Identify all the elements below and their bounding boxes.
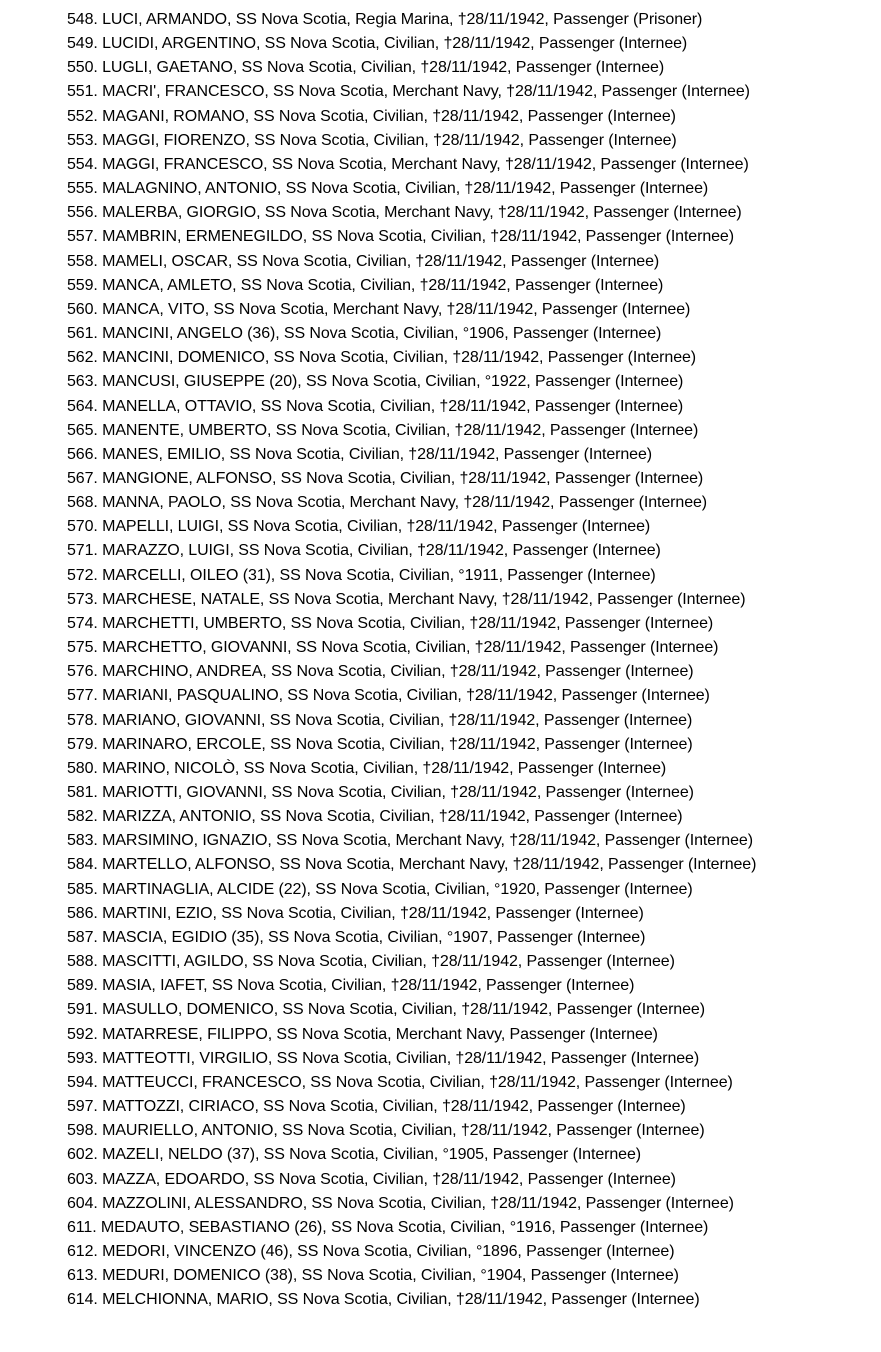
list-item: 556. MALERBA, GIORGIO, SS Nova Scotia, Merchant Navy, †28/11/1942, Passenger (Internee) (67, 204, 742, 222)
list-item: 611. MEDAUTO, SEBASTIANO (26), SS Nova Scotia, Civilian, °1916, Passenger (Internee) (67, 1218, 709, 1236)
list-item: 564. MANELLA, OTTAVIO, SS Nova Scotia, Civilian, †28/11/1942, Passenger (Internee) (67, 397, 684, 415)
list-item: 580. MARINO, NICOLÒ, SS Nova Scotia, Civilian, †28/11/1942, Passenger (Internee) (67, 759, 667, 777)
list-item: 570. MAPELLI, LUIGI, SS Nova Scotia, Civilian, †28/11/1942, Passenger (Internee) (67, 518, 651, 536)
list-item: 583. MARSIMINO, IGNAZIO, SS Nova Scotia, Merchant Navy, †28/11/1942, Passenger (Internee) (67, 832, 753, 850)
list-item: 551. MACRI', FRANCESCO, SS Nova Scotia, Merchant Navy, †28/11/1942, Passenger (Internee) (67, 83, 750, 101)
list-item: 592. MATARRESE, FILIPPO, SS Nova Scotia, Merchant Navy, Passenger (Internee) (67, 1025, 658, 1043)
list-item: 612. MEDORI, VINCENZO (46), SS Nova Scotia, Civilian, °1896, Passenger (Internee) (67, 1242, 675, 1260)
list-item: 613. MEDURI, DOMENICO (38), SS Nova Scotia, Civilian, °1904, Passenger (Internee) (67, 1267, 679, 1285)
list-item: 585. MARTINAGLIA, ALCIDE (22), SS Nova Scotia, Civilian, °1920, Passenger (Internee) (67, 880, 693, 898)
list-item: 554. MAGGI, FRANCESCO, SS Nova Scotia, Merchant Navy, †28/11/1942, Passenger (Internee) (67, 155, 749, 173)
list-item: 550. LUGLI, GAETANO, SS Nova Scotia, Civilian, †28/11/1942, Passenger (Internee) (67, 59, 665, 77)
list-item: 555. MALAGNINO, ANTONIO, SS Nova Scotia, Civilian, †28/11/1942, Passenger (Internee) (67, 180, 709, 198)
list-item: 573. MARCHESE, NATALE, SS Nova Scotia, Merchant Navy, †28/11/1942, Passenger (Internee) (67, 590, 746, 608)
list-item: 571. MARAZZO, LUIGI, SS Nova Scotia, Civilian, †28/11/1942, Passenger (Internee) (67, 542, 661, 560)
list-item: 582. MARIZZA, ANTONIO, SS Nova Scotia, Civilian, †28/11/1942, Passenger (Internee) (67, 808, 683, 826)
list-item: 549. LUCIDI, ARGENTINO, SS Nova Scotia, Civilian, †28/11/1942, Passenger (Internee) (67, 35, 688, 53)
list-item: 565. MANENTE, UMBERTO, SS Nova Scotia, Civilian, †28/11/1942, Passenger (Internee) (67, 421, 699, 439)
list-item: 579. MARINARO, ERCOLE, SS Nova Scotia, Civilian, †28/11/1942, Passenger (Internee) (67, 735, 693, 753)
list-item: 552. MAGANI, ROMANO, SS Nova Scotia, Civilian, †28/11/1942, Passenger (Internee) (67, 107, 676, 125)
list-item: 572. MARCELLI, OILEO (31), SS Nova Scotia, Civilian, °1911, Passenger (Internee) (67, 566, 656, 584)
list-item: 563. MANCUSI, GIUSEPPE (20), SS Nova Scotia, Civilian, °1922, Passenger (Internee) (67, 373, 684, 391)
list-item: 578. MARIANO, GIOVANNI, SS Nova Scotia, Civilian, †28/11/1942, Passenger (Internee) (67, 711, 693, 729)
list-item: 562. MANCINI, DOMENICO, SS Nova Scotia, Civilian, †28/11/1942, Passenger (Internee) (67, 349, 697, 367)
list-item: 598. MAURIELLO, ANTONIO, SS Nova Scotia, Civilian, †28/11/1942, Passenger (Internee) (67, 1122, 705, 1140)
list-item: 557. MAMBRIN, ERMENEGILDO, SS Nova Scotia, Civilian, †28/11/1942, Passenger (Internee) (67, 228, 734, 246)
list-item: 568. MANNA, PAOLO, SS Nova Scotia, Merchant Navy, †28/11/1942, Passenger (Internee) (67, 494, 708, 512)
list-item: 586. MARTINI, EZIO, SS Nova Scotia, Civilian, †28/11/1942, Passenger (Internee) (67, 904, 644, 922)
list-item: 577. MARIANI, PASQUALINO, SS Nova Scotia, Civilian, †28/11/1942, Passenger (Internee) (67, 687, 710, 705)
list-item: 566. MANES, EMILIO, SS Nova Scotia, Civilian, †28/11/1942, Passenger (Internee) (67, 445, 652, 463)
list-item: 602. MAZELI, NELDO (37), SS Nova Scotia, Civilian, °1905, Passenger (Internee) (67, 1146, 641, 1164)
list-item: 561. MANCINI, ANGELO (36), SS Nova Scotia, Civilian, °1906, Passenger (Internee) (67, 325, 662, 343)
list-item: 560. MANCA, VITO, SS Nova Scotia, Merchant Navy, †28/11/1942, Passenger (Internee) (67, 300, 691, 318)
list-item: 581. MARIOTTI, GIOVANNI, SS Nova Scotia, Civilian, †28/11/1942, Passenger (Internee) (67, 784, 694, 801)
list-item: 548. LUCI, ARMANDO, SS Nova Scotia, Regia Marina, †28/11/1942, Passenger (Prisoner) (67, 11, 703, 28)
list-item: 584. MARTELLO, ALFONSO, SS Nova Scotia, Merchant Navy, †28/11/1942, Passenger (Internee) (67, 856, 757, 874)
list-item: 575. MARCHETTO, GIOVANNI, SS Nova Scotia, Civilian, †28/11/1942, Passenger (Internee) (67, 639, 719, 657)
list-item: 603. MAZZA, EDOARDO, SS Nova Scotia, Civilian, †28/11/1942, Passenger (Internee) (67, 1170, 676, 1188)
list-item: 593. MATTEOTTI, VIRGILIO, SS Nova Scotia, Civilian, †28/11/1942, Passenger (Internee) (67, 1049, 700, 1067)
list-item: 574. MARCHETTI, UMBERTO, SS Nova Scotia, Civilian, †28/11/1942, Passenger (Internee) (67, 614, 714, 632)
list-item: 614. MELCHIONNA, MARIO, SS Nova Scotia, Civilian, †28/11/1942, Passenger (Internee) (67, 1291, 700, 1309)
casualty-list (67, 8, 756, 1312)
list-item: 559. MANCA, AMLETO, SS Nova Scotia, Civilian, †28/11/1942, Passenger (Internee) (67, 276, 664, 294)
list-item: 604. MAZZOLINI, ALESSANDRO, SS Nova Scotia, Civilian, †28/11/1942, Passenger (Internee) (67, 1194, 734, 1212)
list-item: 587. MASCIA, EGIDIO (35), SS Nova Scotia, Civilian, °1907, Passenger (Internee) (67, 928, 646, 946)
list-item: 576. MARCHINO, ANDREA, SS Nova Scotia, Civilian, †28/11/1942, Passenger (Internee) (67, 663, 694, 681)
list-item: 591. MASULLO, DOMENICO, SS Nova Scotia, Civilian, †28/11/1942, Passenger (Internee) (67, 1001, 705, 1019)
list-item: 588. MASCITTI, AGILDO, SS Nova Scotia, Civilian, †28/11/1942, Passenger (Internee) (67, 953, 675, 971)
list-item: 553. MAGGI, FIORENZO, SS Nova Scotia, Civilian, †28/11/1942, Passenger (Internee) (67, 131, 677, 149)
list-item: 594. MATTEUCCI, FRANCESCO, SS Nova Scotia, Civilian, †28/11/1942, Passenger (Internee) (67, 1073, 733, 1091)
list-item: 589. MASIA, IAFET, SS Nova Scotia, Civilian, †28/11/1942, Passenger (Internee) (67, 977, 635, 995)
list-item: 567. MANGIONE, ALFONSO, SS Nova Scotia, Civilian, †28/11/1942, Passenger (Internee) (67, 469, 704, 487)
list-item: 597. MATTOZZI, CIRIACO, SS Nova Scotia, Civilian, †28/11/1942, Passenger (Internee) (67, 1098, 686, 1116)
list-item: 558. MAMELI, OSCAR, SS Nova Scotia, Civilian, †28/11/1942, Passenger (Internee) (67, 252, 660, 270)
